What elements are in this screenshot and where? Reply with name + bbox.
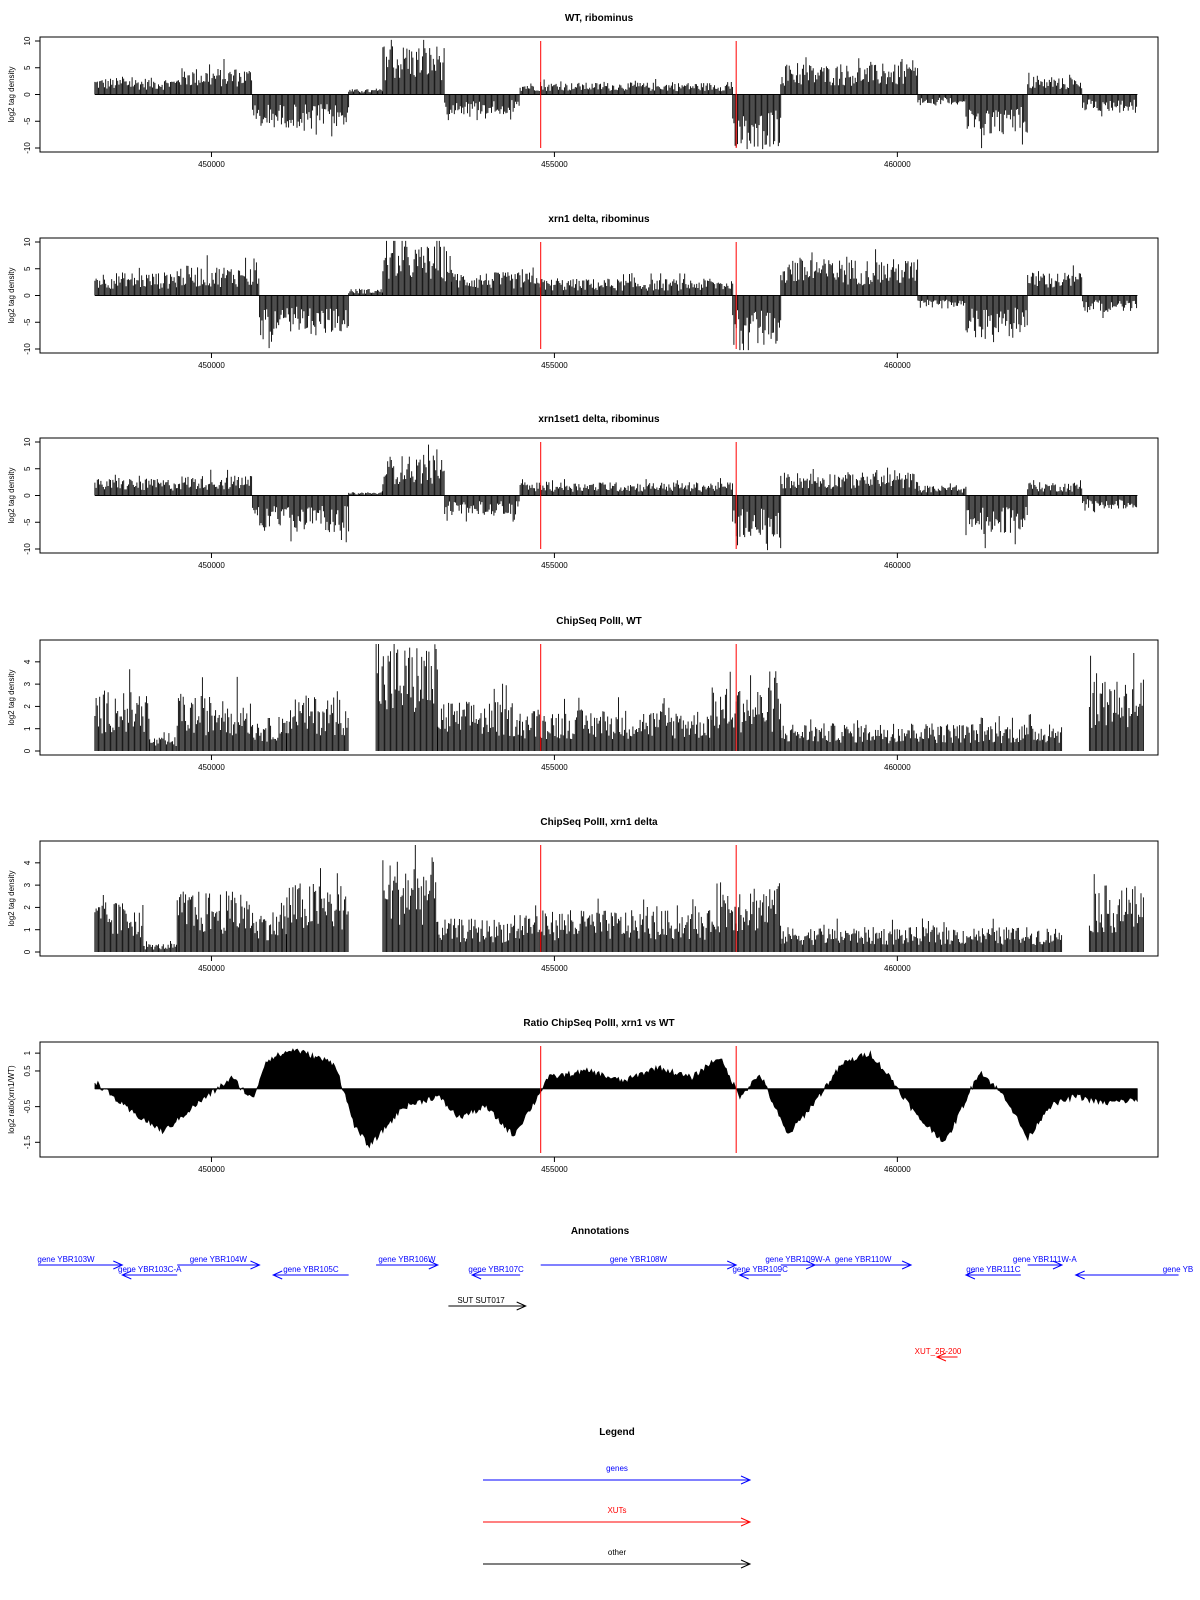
panel-5-xtick-label: 450000 bbox=[198, 1165, 225, 1174]
panel-1-segment-3 bbox=[349, 289, 383, 296]
panel-4-ytick-label: 2 bbox=[23, 905, 33, 910]
panel-1-xtick-label: 460000 bbox=[884, 361, 911, 370]
panel-2-title: xrn1set1 delta, ribominus bbox=[538, 414, 660, 425]
panel-3-signal bbox=[95, 644, 1144, 751]
panel-0-ytick-label: 0 bbox=[23, 92, 33, 97]
panel-3-ytick-label: 2 bbox=[23, 704, 33, 709]
gene-label-2: gene YBR104W bbox=[189, 1255, 247, 1264]
panel-2-segment-4 bbox=[383, 445, 444, 496]
panel-4-segment-6 bbox=[438, 915, 520, 952]
panel-4-ytick-label: 4 bbox=[23, 860, 33, 866]
panel-4-xtick-label: 460000 bbox=[884, 964, 911, 973]
panel-4-xtick-label: 455000 bbox=[541, 964, 568, 973]
panel-3-segment-5 bbox=[376, 644, 437, 751]
legend-label-1: XUTs bbox=[607, 1506, 627, 1515]
panel-0-segment-2 bbox=[253, 95, 349, 137]
panel-3-segment-1 bbox=[150, 732, 176, 751]
panel-0-title: WT, ribominus bbox=[564, 13, 634, 24]
panel-0-ytick-label: 5 bbox=[23, 65, 33, 70]
panel-3-ylabel: log2 tag density bbox=[7, 669, 16, 726]
panel-3-segment-9 bbox=[781, 714, 1062, 751]
panel-2-segment-10 bbox=[966, 496, 1027, 549]
panel-3-ytick-label: 4 bbox=[23, 659, 33, 665]
panel-1-xtick-label: 455000 bbox=[541, 361, 568, 370]
panel-4-segment-7 bbox=[520, 899, 712, 952]
panel-5-ratio-area bbox=[95, 1049, 1138, 1148]
panel-1-ytick-label: 0 bbox=[23, 293, 33, 298]
panel-1-ytick-label: 10 bbox=[23, 237, 33, 247]
panel-2-segment-8 bbox=[781, 468, 918, 496]
panel-5-ytick-label: 1 bbox=[23, 1050, 33, 1056]
panel-4-segment-4 bbox=[287, 868, 348, 952]
panel-3-segment-6 bbox=[438, 684, 520, 751]
legend-arrow-2 bbox=[483, 1560, 750, 1568]
panel-0-xtick-label: 460000 bbox=[884, 160, 911, 169]
panel-0-segment-0 bbox=[95, 77, 177, 95]
panel-5-xtick-label: 460000 bbox=[884, 1165, 911, 1174]
panel-5-ytick-label: -0.5 bbox=[23, 1099, 33, 1114]
panel-1-segment-7 bbox=[733, 296, 781, 351]
gene-label-9: gene YBR110W bbox=[834, 1255, 892, 1264]
panel-0-segment-7 bbox=[733, 95, 781, 150]
legend-label-2: other bbox=[607, 1548, 627, 1557]
panel-1-segment-9 bbox=[918, 296, 966, 309]
panel-2-ytick-label: -10 bbox=[23, 543, 33, 555]
panel-2-segment-9 bbox=[918, 483, 966, 495]
panel-4-segment-2 bbox=[177, 891, 251, 952]
panel-4-ytick-label: 3 bbox=[23, 882, 33, 888]
legend-arrow-0 bbox=[483, 1476, 750, 1484]
panel-2-segment-11 bbox=[1028, 480, 1082, 495]
panel-1-segment-10 bbox=[966, 296, 1027, 343]
panel-5-title: Ratio ChipSeq PolII, xrn1 vs WT bbox=[523, 1018, 675, 1029]
panel-1-xtick-label: 450000 bbox=[198, 361, 225, 370]
panel-0-ytick-label: -5 bbox=[23, 117, 33, 125]
panel-2-segment-2 bbox=[253, 496, 349, 543]
gene-label-5: gene YBR107C bbox=[468, 1265, 524, 1274]
panel-0-xtick-label: 455000 bbox=[541, 160, 568, 169]
panel-2-xtick-label: 450000 bbox=[198, 561, 225, 570]
panel-2-ytick-label: -5 bbox=[23, 518, 33, 526]
panel-0-ytick-label: -10 bbox=[23, 142, 33, 154]
panel-2-ytick-label: 5 bbox=[23, 466, 33, 471]
panel-5-ylabel: log2 ratio(xrn1/WT) bbox=[7, 1065, 16, 1134]
panel-1-segment-2 bbox=[260, 296, 349, 349]
panel-1-segment-0 bbox=[95, 268, 177, 296]
panel-0-segment-8 bbox=[781, 57, 918, 94]
panel-0-segment-1 bbox=[177, 59, 251, 95]
panel-2-segment-7 bbox=[733, 496, 781, 551]
legend-label-0: genes bbox=[606, 1464, 628, 1473]
gene-label-3: gene YBR105C bbox=[283, 1265, 339, 1274]
panel-0-segment-12 bbox=[1083, 95, 1137, 117]
panel-2-segment-0 bbox=[95, 475, 177, 496]
panel-3-segment-2 bbox=[177, 677, 251, 751]
gene-label-4: gene YBR106W bbox=[378, 1255, 436, 1264]
panel-4-signal bbox=[95, 845, 1144, 952]
panel-2-segment-1 bbox=[177, 470, 251, 496]
panel-2-ytick-label: 0 bbox=[23, 493, 33, 498]
panel-0-segment-4 bbox=[383, 40, 444, 95]
gene-label-1: gene YBR103C-A bbox=[118, 1265, 182, 1274]
panel-4-segment-9 bbox=[781, 919, 1062, 953]
panel-1-segment-12 bbox=[1083, 296, 1137, 319]
panel-2-segment-12 bbox=[1083, 496, 1137, 513]
panel-3-title: ChipSeq PolII, WT bbox=[556, 616, 642, 627]
gene-label-7: gene YBR109C bbox=[732, 1265, 788, 1274]
panel-3-segment-7 bbox=[520, 697, 712, 751]
panel-4-ytick-label: 1 bbox=[23, 927, 33, 932]
panel-5-ytick-label: 0.5 bbox=[23, 1065, 33, 1077]
gene-label-10: gene YBR111C bbox=[966, 1265, 1021, 1274]
other-label-0: SUT SUT017 bbox=[457, 1296, 505, 1305]
gene-label-12: gene YB bbox=[1162, 1265, 1194, 1274]
panel-2-xtick-label: 460000 bbox=[884, 561, 911, 570]
panel-4-title: ChipSeq PolII, xrn1 delta bbox=[540, 817, 658, 828]
panel-1-ylabel: log2 tag density bbox=[7, 267, 16, 324]
gene-label-11: gene YBR111W-A bbox=[1012, 1255, 1077, 1264]
panel-2-ylabel: log2 tag density bbox=[7, 467, 16, 524]
legend-arrow-1 bbox=[483, 1518, 750, 1526]
xut-label-0: XUT_2R-200 bbox=[914, 1347, 962, 1356]
panel-0-segment-9 bbox=[918, 95, 966, 106]
panel-0-ylabel: log2 tag density bbox=[7, 66, 16, 123]
panel-4-ylabel: log2 tag density bbox=[7, 870, 16, 927]
panel-0-segment-11 bbox=[1028, 73, 1082, 95]
panel-5-ytick-label: -1.5 bbox=[23, 1135, 33, 1150]
panel-0-segment-10 bbox=[966, 95, 1027, 149]
panel-3-xtick-label: 460000 bbox=[884, 763, 911, 772]
panel-0-segment-3 bbox=[349, 89, 383, 95]
panel-3-segment-8 bbox=[712, 671, 780, 751]
panel-1-segment-5 bbox=[452, 268, 541, 296]
panel-1-segment-8 bbox=[781, 249, 918, 295]
panel-4-segment-5 bbox=[383, 845, 437, 952]
panel-4-segment-8 bbox=[712, 882, 780, 952]
panel-1-segment-4 bbox=[383, 241, 451, 296]
panel-2-segment-5 bbox=[445, 496, 519, 522]
panel-3-segment-0 bbox=[95, 669, 149, 751]
panel-4-segment-1 bbox=[143, 941, 177, 952]
panel-3-segment-4 bbox=[287, 691, 348, 751]
panel-2-segment-6 bbox=[520, 478, 732, 495]
panel-1-ytick-label: 5 bbox=[23, 266, 33, 271]
panel-2-ytick-label: 10 bbox=[23, 437, 33, 447]
annotations-title: Annotations bbox=[570, 1226, 630, 1237]
gene-label-0: gene YBR103W bbox=[37, 1255, 95, 1264]
panel-0-segment-6 bbox=[520, 79, 732, 95]
panel-0-xtick-label: 450000 bbox=[198, 160, 225, 169]
panel-1-ytick-label: -10 bbox=[23, 343, 33, 355]
panel-3-ytick-label: 0 bbox=[23, 748, 33, 754]
panel-5-xtick-label: 455000 bbox=[541, 1165, 568, 1174]
panel-5-frame bbox=[40, 1042, 1158, 1157]
panel-2-xtick-label: 455000 bbox=[541, 561, 568, 570]
panel-3-segment-3 bbox=[253, 717, 287, 751]
panel-3-xtick-label: 455000 bbox=[541, 763, 568, 772]
panel-3-ytick-label: 3 bbox=[23, 681, 33, 687]
panel-4-xtick-label: 450000 bbox=[198, 964, 225, 973]
panel-0-segment-5 bbox=[445, 95, 519, 121]
panel-1-segment-6 bbox=[541, 273, 733, 295]
panel-4-segment-10 bbox=[1089, 874, 1143, 952]
panel-4-segment-3 bbox=[253, 903, 287, 952]
panel-4-segment-0 bbox=[95, 895, 143, 952]
gene-label-6: gene YBR108W bbox=[609, 1255, 668, 1264]
panel-3-ytick-label: 1 bbox=[23, 726, 33, 731]
panel-1-segment-1 bbox=[177, 255, 259, 295]
panel-1-ytick-label: -5 bbox=[23, 318, 33, 326]
panel-3-segment-10 bbox=[1089, 653, 1143, 751]
panel-2-signal bbox=[95, 445, 1137, 550]
legend-title: Legend bbox=[599, 1427, 635, 1438]
panel-1-segment-11 bbox=[1028, 265, 1082, 295]
panel-0-ytick-label: 10 bbox=[23, 36, 33, 46]
panel-4-ytick-label: 0 bbox=[23, 949, 33, 955]
panel-3-xtick-label: 450000 bbox=[198, 763, 225, 772]
panel-1-title: xrn1 delta, ribominus bbox=[548, 214, 650, 225]
panel-2-segment-3 bbox=[349, 491, 383, 495]
gene-label-8: gene YBR109W-A bbox=[765, 1255, 831, 1264]
